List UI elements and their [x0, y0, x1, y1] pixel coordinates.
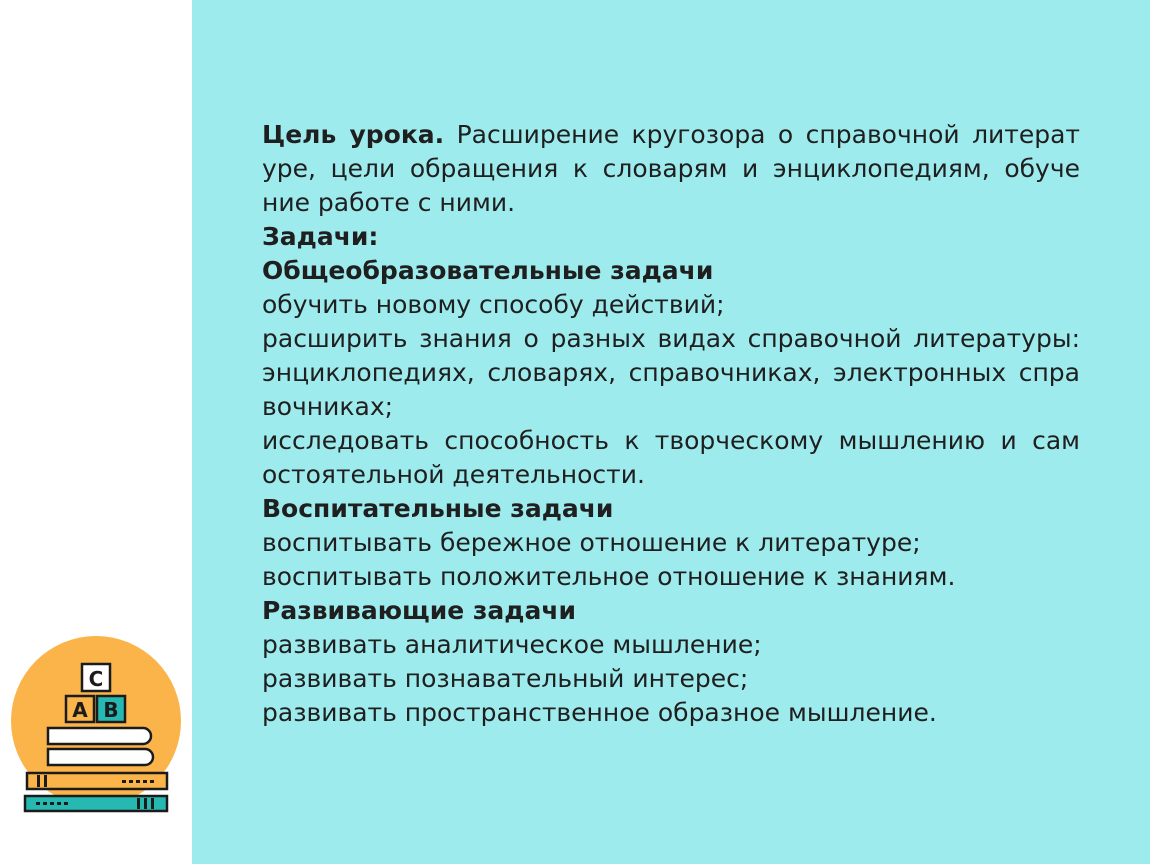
- books-and-abc-blocks-icon: [10, 636, 185, 821]
- general-task-line: исследовать способность к творческому мышлению и сам: [262, 426, 1080, 455]
- book-white-2: [48, 749, 153, 765]
- general-task-line: обучить новому способу действий;: [262, 290, 725, 319]
- block-b-letter: B: [103, 698, 119, 722]
- goal-label: Цель урока.: [262, 120, 445, 149]
- goal-line-1: [262, 118, 1080, 152]
- lesson-content: [262, 118, 1080, 730]
- developing-tasks-title: Развивающие задачи: [262, 596, 577, 625]
- goal-line-3: ние работе с ними.: [262, 188, 516, 217]
- upbringing-task-line: воспитывать бережное отношение к литературе;: [262, 528, 921, 557]
- upbringing-tasks-title: Воспитательные задачи: [262, 494, 614, 523]
- developing-task-line: развивать аналитическое мышление;: [262, 630, 762, 659]
- goal-text-1: Расширение кругозора о справочной литерат: [456, 120, 1080, 149]
- block-a-letter: A: [72, 698, 88, 722]
- general-task-line: остоятельной деятельности.: [262, 460, 645, 489]
- block-c-letter: C: [88, 667, 104, 691]
- book-white-1: [48, 728, 151, 744]
- general-task-line: вочниках;: [262, 392, 394, 421]
- developing-task-line: развивать пространственное образное мышление.: [262, 698, 937, 727]
- general-task-line: расширить знания о разных видах справочной литературы:: [262, 324, 1080, 353]
- general-tasks-title: Общеобразовательные задачи: [262, 256, 714, 285]
- upbringing-task-line: воспитывать положительное отношение к знаниям.: [262, 562, 956, 591]
- tasks-title: Задачи:: [262, 222, 379, 251]
- developing-task-line: развивать познавательный интерес;: [262, 664, 749, 693]
- goal-line-2: уре, цели обращения к словарям и энциклопедиям, обуче: [262, 154, 1080, 183]
- general-task-line: энциклопедиях, словарях, справочниках, электронных спра: [262, 358, 1080, 387]
